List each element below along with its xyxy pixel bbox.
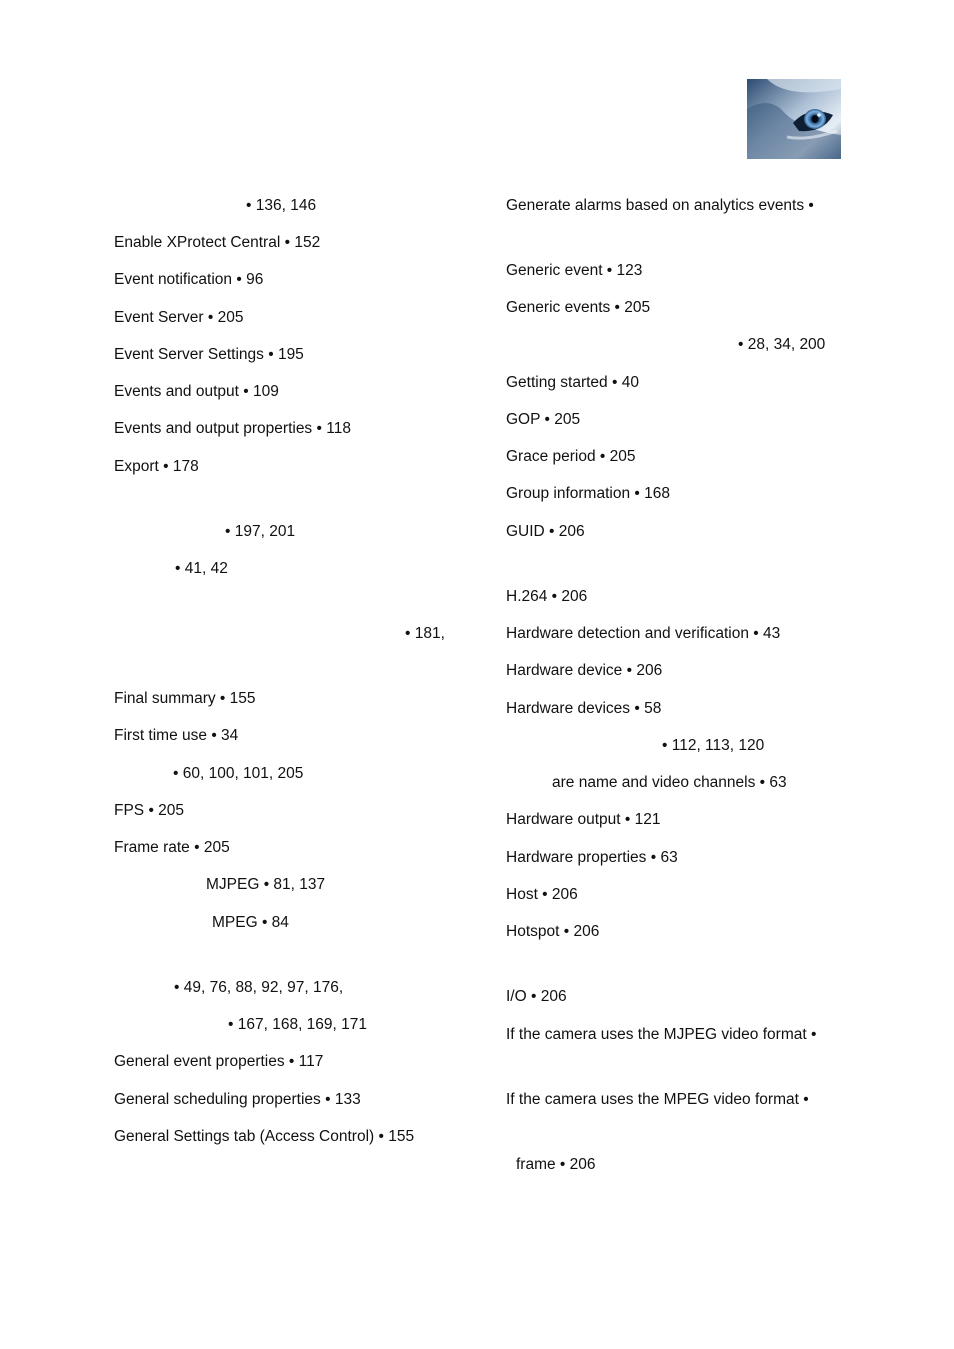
wolf-eye-graphic xyxy=(747,79,841,159)
index-entry: FPS • 205 xyxy=(114,802,185,819)
index-entry: frame • 206 xyxy=(516,1156,596,1173)
index-entry: Group information • 168 xyxy=(506,485,670,502)
index-entry: Generic events • 205 xyxy=(506,299,651,316)
wolf-eye-logo-icon xyxy=(747,79,841,159)
index-entry: If the camera uses the MJPEG video format • xyxy=(506,1026,817,1043)
index-entry: Events and output • 109 xyxy=(114,383,279,400)
index-entry: GUID • 206 xyxy=(506,523,585,540)
index-entry: Events and output properties • 118 xyxy=(114,420,351,437)
index-entry: are name and video channels • 63 xyxy=(552,774,787,791)
index-entry: GOP • 205 xyxy=(506,411,581,428)
index-entry: Generic event • 123 xyxy=(506,262,643,279)
index-entry: Hardware devices • 58 xyxy=(506,700,662,717)
index-entry: Grace period • 205 xyxy=(506,448,636,465)
index-entry: Hotspot • 206 xyxy=(506,923,600,940)
index-entry: Frame rate • 205 xyxy=(114,839,230,856)
index-entry: If the camera uses the MPEG video format • xyxy=(506,1091,809,1108)
index-entry: • 28, 34, 200 xyxy=(738,336,826,353)
index-entry: General Settings tab (Access Control) • 155 xyxy=(114,1128,415,1145)
index-entry: Event Server • 205 xyxy=(114,309,244,326)
index-entry: Event Server Settings • 195 xyxy=(114,346,304,363)
index-entry: First time use • 34 xyxy=(114,727,239,744)
index-entry: Enable XProtect Central • 152 xyxy=(114,234,321,251)
index-entry: H.264 • 206 xyxy=(506,588,588,605)
index-entry: • 167, 168, 169, 171 xyxy=(228,1016,368,1033)
index-entry: • 112, 113, 120 xyxy=(662,737,765,754)
index-entry: • 49, 76, 88, 92, 97, 176, xyxy=(174,979,344,996)
index-entry: • 181, xyxy=(405,625,445,642)
index-entry: • 197, 201 xyxy=(225,523,296,540)
index-entry: Hardware properties • 63 xyxy=(506,849,678,866)
index-entry: Event notification • 96 xyxy=(114,271,264,288)
index-entry: Generate alarms based on analytics events • xyxy=(506,197,814,214)
index-entry: • 136, 146 xyxy=(246,197,317,214)
index-entry: • 41, 42 xyxy=(175,560,228,577)
index-entry: Hardware output • 121 xyxy=(506,811,661,828)
index-entry: Hardware detection and verification • 43 xyxy=(506,625,781,642)
index-entry: General scheduling properties • 133 xyxy=(114,1091,361,1108)
index-entry: Export • 178 xyxy=(114,458,199,475)
index-entry: General event properties • 117 xyxy=(114,1053,324,1070)
index-entry: MJPEG • 81, 137 xyxy=(206,876,326,893)
index-entry: Hardware device • 206 xyxy=(506,662,663,679)
index-entry: MPEG • 84 xyxy=(212,914,289,931)
index-entry: Host • 206 xyxy=(506,886,578,903)
index-entry: I/O • 206 xyxy=(506,988,567,1005)
index-entry: • 60, 100, 101, 205 xyxy=(173,765,304,782)
index-entry: Getting started • 40 xyxy=(506,374,639,391)
index-entry: Final summary • 155 xyxy=(114,690,256,707)
